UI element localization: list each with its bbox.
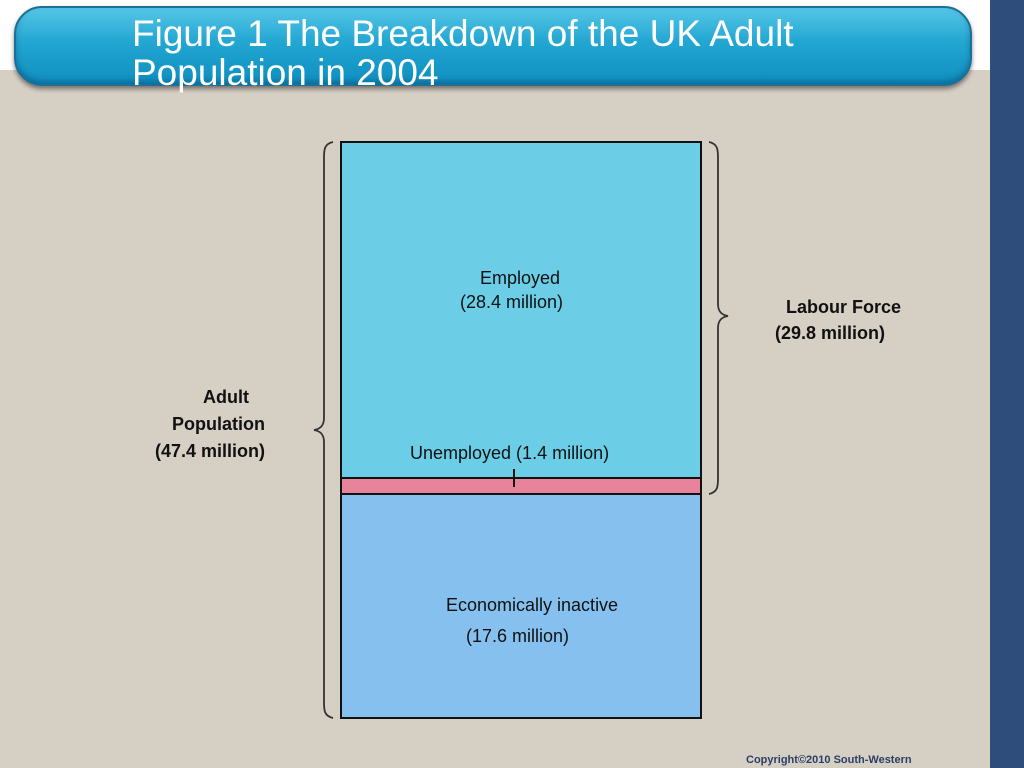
- labour-force-label: Labour Force: [786, 297, 902, 317]
- adult-population-brace: [314, 142, 333, 718]
- unemployed-label: Unemployed (1.4 million): [410, 443, 610, 463]
- labour-force-value: (29.8 million): [775, 323, 886, 343]
- page-title: Figure 1 The Breakdown of the UK Adult Population in 2004: [132, 13, 794, 93]
- employed-label: Employed: [480, 268, 561, 288]
- labour-force-brace: [709, 142, 728, 494]
- inactive-value: (17.6 million): [466, 626, 570, 646]
- unemployed-segment: [341, 478, 701, 494]
- adult-population-value: (47.4 million): [155, 441, 266, 461]
- adult-population-label-line1: Adult: [203, 387, 249, 407]
- adult-population-label-line2: Population: [172, 414, 265, 434]
- employed-value: (28.4 million): [460, 292, 564, 312]
- inactive-label: Economically inactive: [446, 595, 619, 615]
- copyright-footer: Copyright©2010 South-Western: [746, 754, 912, 766]
